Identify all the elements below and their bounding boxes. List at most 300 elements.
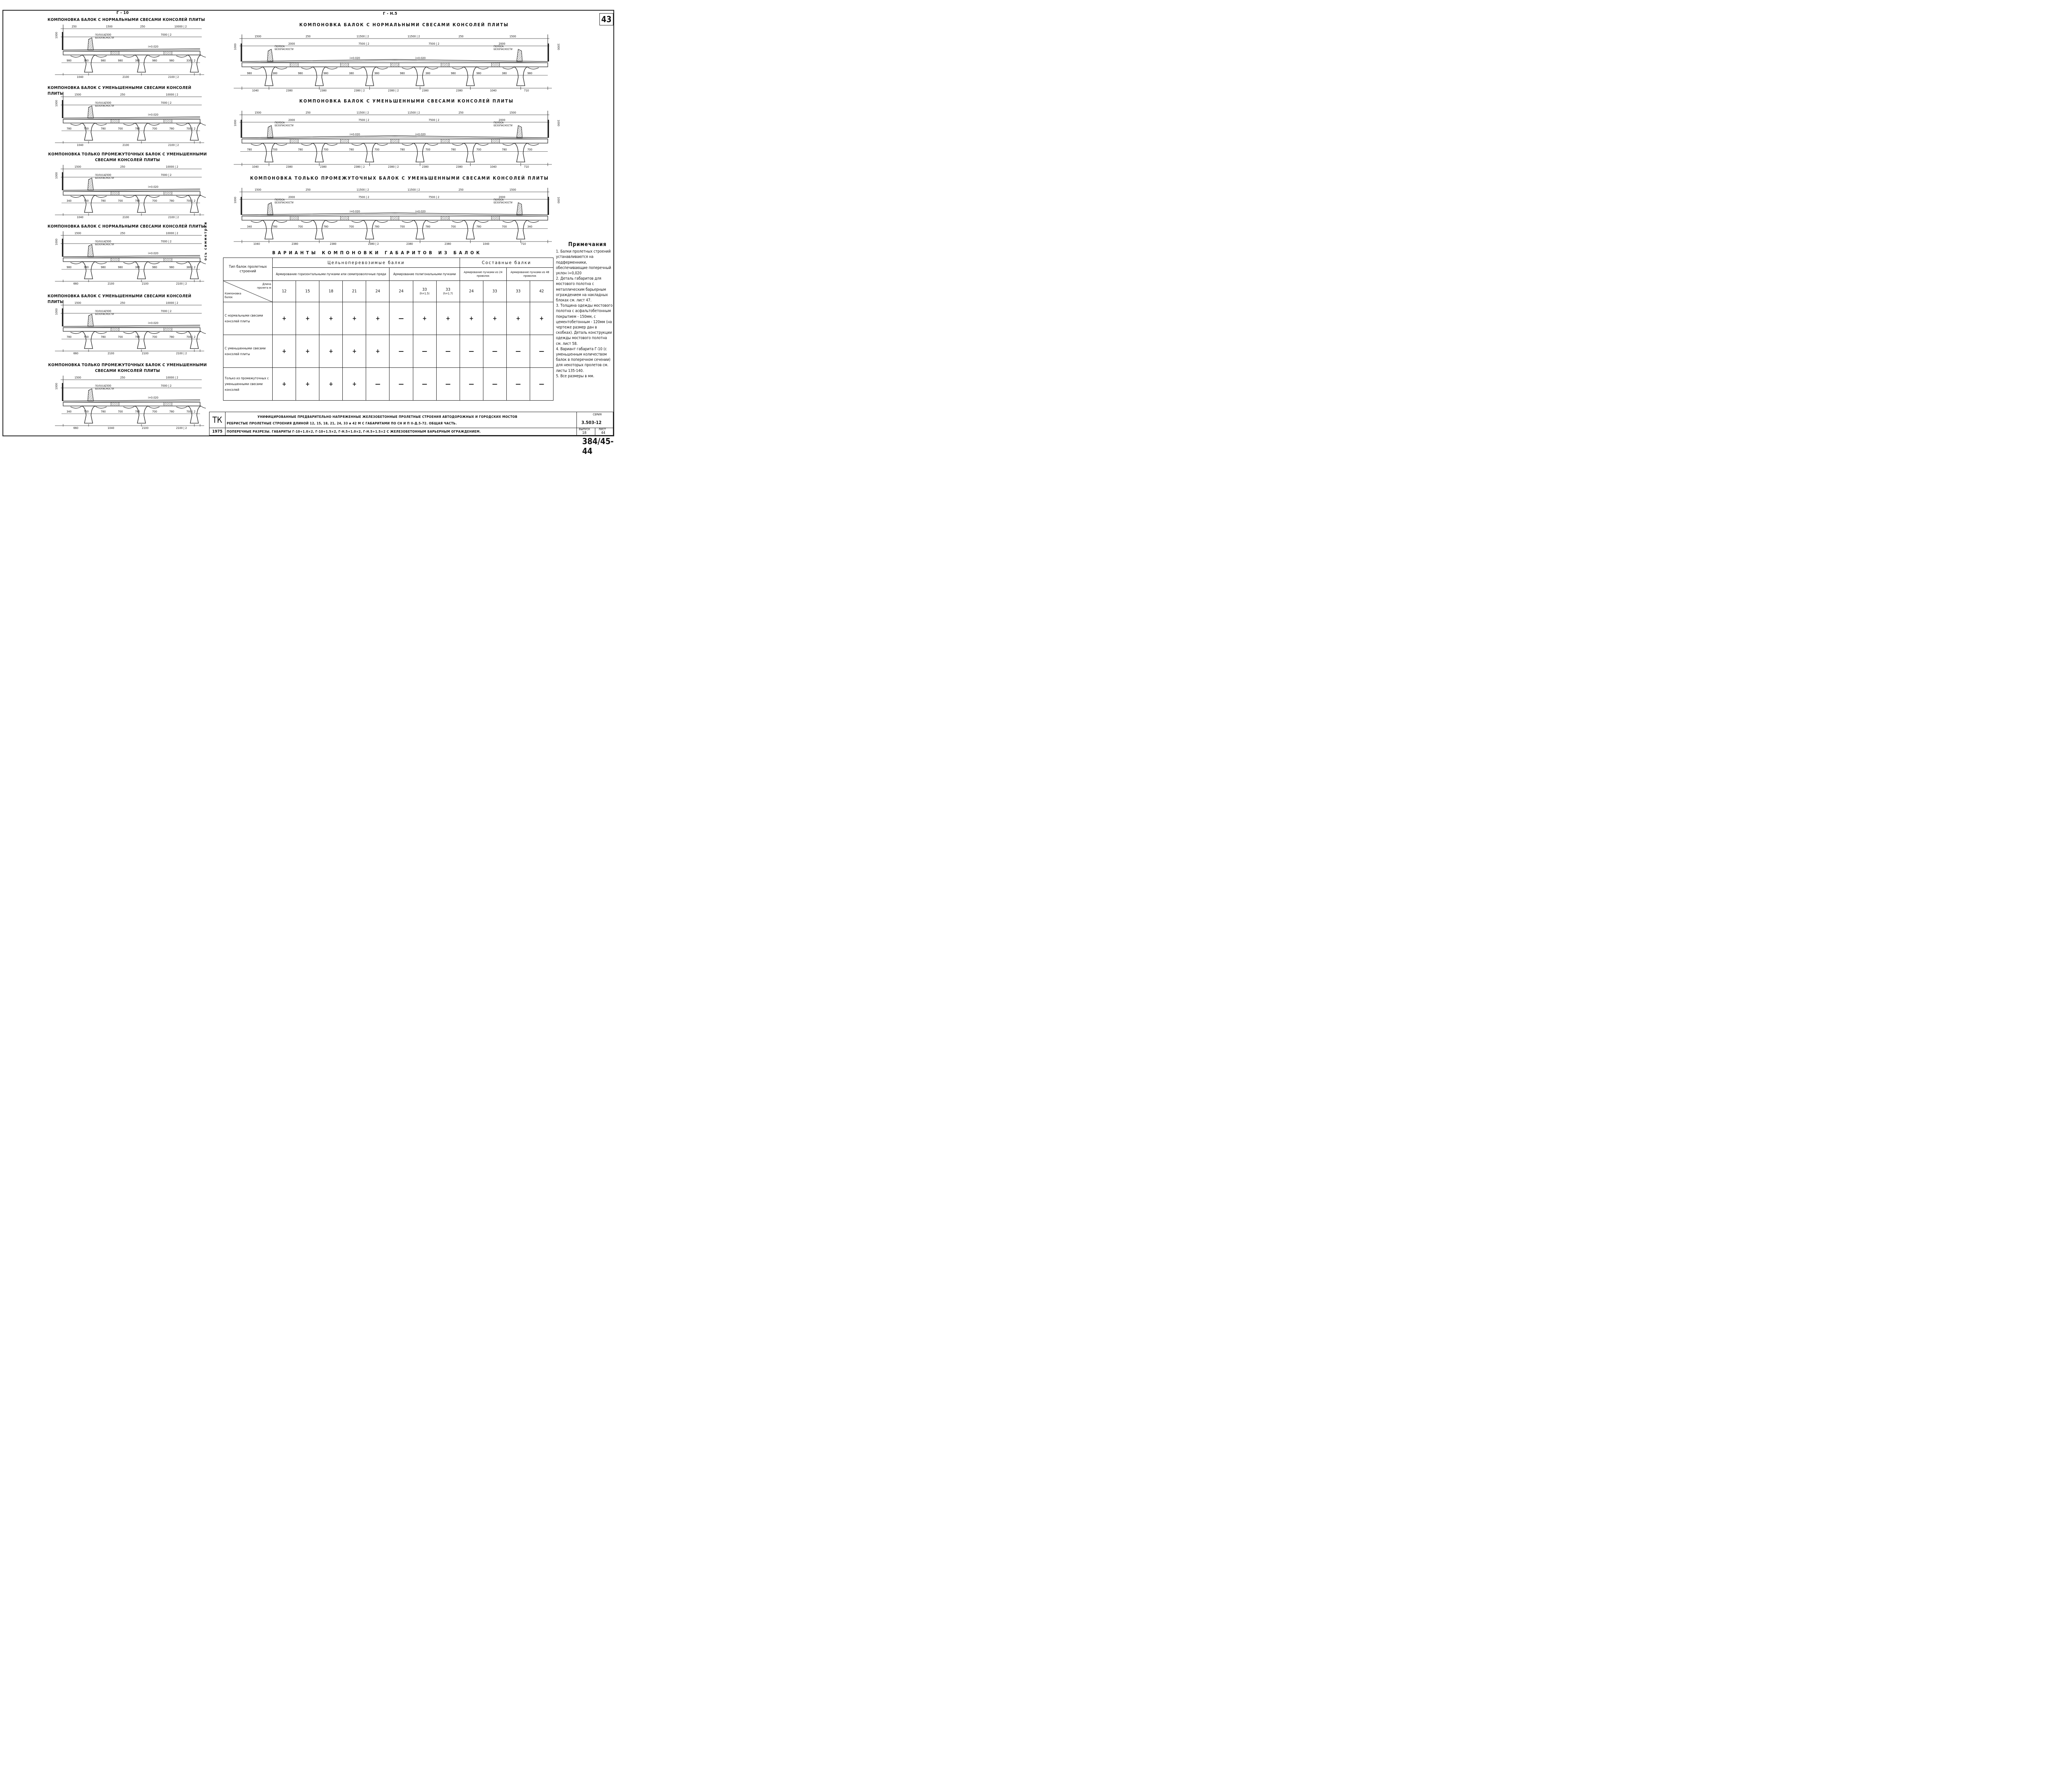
rib-dim-label: 980 <box>118 59 123 62</box>
rib-dim-label: 340 <box>527 225 533 228</box>
plus-mark: + <box>343 302 366 335</box>
cross-section <box>37 162 206 219</box>
dim-label: 7500 | 2 <box>428 196 440 199</box>
table-row <box>223 368 554 401</box>
dim-label: 1500 <box>255 35 262 38</box>
beam-rib <box>123 262 159 279</box>
beam-rib <box>176 406 206 423</box>
bottom-dim-label: 2100 | 2 <box>176 352 187 355</box>
beam-rib <box>71 262 107 279</box>
rib-dim-label: 780 <box>66 127 72 130</box>
dash-mark: — <box>413 335 436 368</box>
slope-label: i=0.020 <box>148 252 159 255</box>
cross-section <box>224 30 568 94</box>
beam-rib <box>452 67 488 86</box>
dash-mark: — <box>436 368 460 401</box>
note-item: 1. Балки пролетных строений устанавливаются на подферменники, обеспечивающие поперечный уклон i=0,020 <box>556 249 611 276</box>
bottom-dim-label: 1040 <box>252 165 259 169</box>
dash-mark: — <box>483 335 506 368</box>
issue-label: ВЫПУСК <box>579 428 590 431</box>
rib-dim-label: 780 <box>169 410 174 413</box>
rib-dim-label: 700 <box>152 127 157 130</box>
bottom-dim-label: 2100 <box>107 282 114 285</box>
beam-rib <box>352 67 388 86</box>
rib-dim-label: 780 <box>100 199 106 203</box>
safety-stripe-label: ПОЛОСА БЕЗОПАСНОСТИ <box>275 121 294 127</box>
rib-dim-label: 700 <box>374 148 380 151</box>
bottom-dim-label: 710 <box>521 242 526 246</box>
rib-dim-label: 780 <box>135 127 140 130</box>
rib-dim-label: 700 <box>118 410 123 413</box>
slope-label: i=0.020 <box>148 185 159 189</box>
note-item: 4. Вариант габарита Г-10 (с уменьшенным количеством балок в поперечном сечении) для некоторых пролетов см. листы 135-140. <box>556 347 610 373</box>
bottom-dim-label: 2100 | 2 <box>168 144 179 147</box>
rib-dim-label: 980 <box>247 71 252 75</box>
bottom-dim-label: 1040 <box>77 144 84 147</box>
rib-dim-label: 340 <box>66 199 72 203</box>
rib-dim-label: 780 <box>476 225 481 228</box>
bottom-dim-label: 1040 <box>490 89 497 92</box>
rib-dim-label: 980 <box>66 59 72 62</box>
safety-stripe-label: ПОЛОСА БЕЗОПАСНОСТИ <box>95 174 114 180</box>
section-title: КОМПОНОВКА БАЛОК С УМЕНЬШЕННЫМИ СВЕСАМИ КОНСОЛЕЙ ПЛИТЫ <box>48 86 191 96</box>
bottom-dim-label: 1040 <box>490 165 497 169</box>
beam-rib <box>71 406 107 423</box>
dim-label: 11500 | 2 <box>408 35 420 38</box>
beam-rib <box>123 123 159 140</box>
rib-dim-label: 700 <box>84 127 89 130</box>
rib-dim-label: 980 <box>152 265 157 269</box>
dim-label: 10000 | 2 <box>166 165 178 169</box>
rib-dim-label: 700 <box>84 410 89 413</box>
bottom-dim-label: 2380 <box>330 242 337 246</box>
beam-rib <box>71 195 107 212</box>
bottom-dim-label: 2380 | 2 <box>388 165 399 169</box>
note-item: 3. Толщина одежды мостового полотна с асфальтобетонным покрытием - 150мм, с цементобетонным - 120мм (на чертеже размер дан в скобках). Деталь конструкции одежды мостового полотна см. лист 58. <box>556 303 613 346</box>
rib-dim-label: 700 <box>400 225 405 228</box>
dim-label: 11500 | 2 <box>356 35 369 38</box>
bottom-dim-label: 2380 <box>320 165 327 169</box>
title-line-3: ПОПЕРЕЧНЫЕ РАЗРЕЗЫ. ГАБАРИТЫ Г-10+1.0×2, Г-10+1.5×2, Г-Н.5+1.0×2, Г-Н.5+1.5×2 С ЖЕЛЕЗОБЕТОННЫМ БАРЬЕРНЫМ ОГРАЖДЕНИЕМ. <box>227 430 481 433</box>
dash-mark: — <box>390 335 413 368</box>
type-header: Тип балок пролетных строений <box>223 258 273 281</box>
dash-mark: — <box>530 368 553 401</box>
dim-label: 7000 | 2 <box>161 173 172 177</box>
plus-mark: + <box>506 302 530 335</box>
rib-dim-label: 700 <box>323 148 328 151</box>
dim-label: 7000 | 2 <box>161 310 172 313</box>
issue-value: 18 <box>582 431 587 435</box>
beam-rib <box>176 55 206 72</box>
bottom-dim-label: 1040 <box>253 242 260 246</box>
rib-dim-label: 700 | 2 <box>186 410 196 413</box>
bottom-dim-label: 2380 <box>456 165 463 169</box>
beam-rib <box>176 262 206 279</box>
rib-dim-label: 780 <box>135 410 140 413</box>
dim-label: 10000 | 2 <box>166 232 178 235</box>
rib-dim-label: 700 <box>476 148 481 151</box>
rib-dim-label: 340 <box>247 225 252 228</box>
rib-dim-label: 780 <box>169 199 174 203</box>
dim-label: 7500 | 2 <box>358 119 369 122</box>
bottom-dim-label: 2380 <box>456 89 463 92</box>
table-row <box>223 302 554 335</box>
rib-dim-label: 780 <box>425 225 430 228</box>
safety-stripe-label: ПОЛОСА БЕЗОПАСНОСТИ <box>275 198 294 204</box>
plus-mark: + <box>296 368 319 401</box>
beam-rib <box>452 143 488 162</box>
title-line-1: УНИФИЦИРОВАННЫЕ ПРЕДВАРИТЕЛЬНО НАПРЯЖЕННЫЕ ЖЕЛЕЗОБЕТОННЫЕ ПРОЛЕТНЫЕ СТРОЕНИЯ АВТОДОРОЖНЫХ И ГОРОДСКИХ МОСТОВ <box>257 415 517 419</box>
dim-label: 250 <box>71 25 77 28</box>
bottom-dim-label: 1040 <box>77 75 84 79</box>
rib-dim-label: 340 <box>66 410 72 413</box>
bottom-dim-label: 1040 <box>77 216 84 219</box>
rib-dim-label: 980 <box>476 71 481 75</box>
dim-label: 10000 | 2 <box>166 376 178 379</box>
sheet-value: 44 <box>601 431 606 435</box>
rib-dim-label: 780 <box>66 335 72 339</box>
dim-label: 1500 <box>509 111 516 114</box>
cross-section <box>37 299 206 355</box>
beam-rib <box>123 55 159 72</box>
cross-section-drawing <box>37 90 206 144</box>
dim-label: 11500 | 2 <box>408 188 420 192</box>
bottom-dim-label: 2100 | 2 <box>168 216 179 219</box>
dim-label: 250 <box>305 188 311 192</box>
beam-rib <box>251 67 287 86</box>
series-label: СЕРИЯ <box>593 413 602 416</box>
beam-rib <box>503 67 539 86</box>
dim-label: 1500 <box>106 25 113 28</box>
slope-label: i=0.020 <box>415 133 426 136</box>
height-dim-label: 1000 <box>557 43 560 50</box>
bottom-dim-label: 2380 <box>286 165 293 169</box>
bottom-dim-label: 2380 <box>422 165 429 169</box>
cross-section-drawing <box>37 22 206 75</box>
dim-label: 250 <box>305 111 311 114</box>
cross-section <box>37 90 206 147</box>
height-dim-label: 1000 <box>234 43 237 50</box>
rib-dim-label: 700 | 2 <box>186 199 196 203</box>
bottom-dim-label: 2380 | 2 <box>354 165 365 169</box>
rib-dim-label: 780 <box>272 225 278 228</box>
beam-rib <box>176 331 206 349</box>
safety-stripe-label: ПОЛОСА БЕЗОПАСНОСТИ <box>95 385 114 390</box>
dim-label: 1500 <box>74 165 81 169</box>
dim-label: 7000 | 2 <box>161 240 172 243</box>
table-row <box>223 335 554 368</box>
rib-dim-label: 700 <box>118 335 123 339</box>
bottom-dim-label: 2100 | 2 <box>176 426 187 430</box>
cross-section-drawing <box>37 373 206 426</box>
title-main-box <box>225 412 577 428</box>
dim-label: 1500 <box>105 240 112 243</box>
left-heading: Г - 10 <box>116 11 129 15</box>
dim-label: 2000 <box>288 42 295 46</box>
rib-dim-label: 380 <box>349 71 354 75</box>
rib-dim-label: 780 <box>323 225 328 228</box>
dash-mark: — <box>506 335 530 368</box>
dim-label: 250 <box>120 301 125 305</box>
bottom-dim-label: 2380 | 2 <box>368 242 379 246</box>
slope-label: i=0.020 <box>148 396 159 399</box>
bottom-dim-label: 2380 <box>320 89 327 92</box>
plus-mark: + <box>413 302 436 335</box>
rib-dim-label: 780 <box>502 148 507 151</box>
rib-dim-label: 700 <box>272 148 278 151</box>
notes-title: Примечания <box>568 242 607 248</box>
dim-label: 2000 <box>288 196 295 199</box>
beam-rib <box>452 220 488 239</box>
rib-dim-label: 380 <box>502 71 507 75</box>
beam-rib <box>71 331 107 349</box>
bottom-dim-label: 660 <box>73 426 79 430</box>
bottom-dim-label: 660 <box>73 282 79 285</box>
rib-dim-label: 700 | 2 <box>186 335 196 339</box>
slope-label: i=0.020 <box>350 210 360 213</box>
rib-dim-label: 700 <box>118 199 123 203</box>
row-label: С уменьшенными свесами консолей плиты <box>223 335 273 368</box>
plus-mark: + <box>343 335 366 368</box>
rib-dim-label: 780 <box>169 127 174 130</box>
rib-dim-label: 700 <box>349 225 354 228</box>
rib-dim-label: 700 <box>84 335 89 339</box>
rib-dim-label: 780 <box>247 148 252 151</box>
page-number-box: 43 <box>599 13 613 25</box>
bottom-dim-label: 2380 <box>422 89 429 92</box>
slope-label: i=0.020 <box>350 57 360 60</box>
rib-dim-label: 780 <box>135 199 140 203</box>
dash-mark: — <box>390 368 413 401</box>
span-row <box>223 281 554 302</box>
rib-dim-label: 780 <box>135 335 140 339</box>
bottom-dim-label: 2100 <box>122 75 129 79</box>
span-corner <box>223 281 273 302</box>
dash-mark: — <box>483 368 506 401</box>
dash-mark: — <box>366 368 390 401</box>
slope-label: i=0.020 <box>148 321 159 325</box>
dim-label: 11500 | 2 <box>356 188 369 192</box>
beam-rib <box>123 406 159 423</box>
slope-label: i=0.020 <box>350 133 360 136</box>
beam-rib <box>123 195 159 212</box>
rib-dim-label: 380 <box>425 71 430 75</box>
safety-stripe-label: ПОЛОСА БЕЗОПАСНОСТИ <box>95 240 114 246</box>
safety-stripe-label: ПОЛОСА БЕЗОПАСНОСТИ <box>95 102 114 107</box>
rib-dim-label: 380 <box>135 59 140 62</box>
beam-rib <box>352 220 388 239</box>
safety-stripe-label: ПОЛОСА БЕЗОПАСНОСТИ <box>275 45 294 51</box>
bottom-dim-label: 660 <box>73 352 79 355</box>
dash-mark: — <box>413 368 436 401</box>
notes <box>556 242 613 379</box>
span-cell: 33 (h=1.7) <box>436 281 460 302</box>
beam-rib <box>402 67 438 86</box>
cross-section-drawing <box>224 30 568 94</box>
sheet-label: ЛИСТ <box>599 428 606 431</box>
section-title: КОМПОНОВКА ТОЛЬКО ПРОМЕЖУТОЧНЫХ БАЛОК С УМЕНЬШЕННЫМИ СВЕСАМИ КОНСОЛЕЙ ПЛИТЫ <box>48 363 207 373</box>
rib-dim-label: 980 <box>169 265 174 269</box>
dim-label: 1500 <box>74 301 81 305</box>
section-title: КОМПОНОВКА БАЛОК С УМЕНЬШЕННЫМИ СВЕСАМИ КОНСОЛЕЙ ПЛИТЫ <box>299 98 514 104</box>
dash-mark: — <box>436 335 460 368</box>
rib-dim-label: 980 <box>152 59 157 62</box>
height-dim-label: 1000 <box>55 32 59 39</box>
rib-dim-label: 700 <box>84 199 89 203</box>
rib-dim-label: 780 <box>400 148 405 151</box>
cross-section-drawing <box>37 162 206 216</box>
rib-dim-label: 780 <box>100 410 106 413</box>
dim-label: 10000 | 2 <box>166 93 178 96</box>
right-heading: Г - Н.5 <box>383 11 398 16</box>
rib-dim-label: 380 | 2 <box>186 265 196 269</box>
bottom-dim-label: 710 <box>524 165 529 169</box>
dim-label: 250 <box>120 93 125 96</box>
plus-mark: + <box>366 302 390 335</box>
plus-mark: + <box>530 302 553 335</box>
span-label: Длина пролета м <box>257 283 271 290</box>
dim-label: 250 <box>120 376 125 379</box>
dash-mark: — <box>530 335 553 368</box>
sub-horizontal: Армирование горизонтальными пучками или семипроволочные пряди <box>273 268 390 281</box>
beam-rib <box>352 143 388 162</box>
rib-dim-label: 780 <box>451 148 456 151</box>
sub-comp24: Армирование пучками из 24 проволок <box>460 268 506 281</box>
bottom-dim-label: 2100 <box>142 426 149 430</box>
cross-section-drawing <box>37 229 206 282</box>
span-cell: 12 <box>273 281 296 302</box>
rib-dim-label: 980 <box>100 59 106 62</box>
section-title: КОМПОНОВКА ТОЛЬКО ПРОМЕЖУТОЧНЫХ БАЛОК С УМЕНЬШЕННЫМИ СВЕСАМИ КОНСОЛЕЙ ПЛИТЫ <box>48 152 207 162</box>
dim-label: 1500 <box>255 188 262 192</box>
section-title: КОМПОНОВКА БАЛОК С НОРМАЛЬНЫМИ СВЕСАМИ КОНСОЛЕЙ ПЛИТЫ <box>299 22 509 27</box>
dim-label: 11500 | 2 <box>408 111 420 114</box>
height-dim-label: 1000 <box>55 238 59 246</box>
beam-rib <box>301 67 337 86</box>
bottom-dim-label: 2100 <box>122 216 129 219</box>
safety-stripe-label: ПОЛОСА БЕЗОПАСНОСТИ <box>95 34 114 39</box>
dim-label: 250 <box>458 111 464 114</box>
rib-dim-label: 780 <box>349 148 354 151</box>
bottom-dim-label: 2380 <box>444 242 451 246</box>
bottom-dim-label: 710 <box>524 89 529 92</box>
rib-dim-label: 980 <box>298 71 303 75</box>
rib-dim-label: 980 <box>169 59 174 62</box>
dim-label: 1500 <box>105 310 112 313</box>
dim-label: 7500 | 2 <box>358 42 369 46</box>
rib-dim-label: 980 <box>66 265 72 269</box>
rib-dim-label: 780 <box>100 335 106 339</box>
slope-label: i=0.020 <box>415 57 426 60</box>
dim-label: 250 <box>140 25 145 28</box>
span-cell: 42 <box>530 281 553 302</box>
plus-mark: + <box>343 368 366 401</box>
rib-dim-label: 700 | 2 <box>186 127 196 130</box>
dim-label: 1500 <box>105 384 112 388</box>
bottom-dim-label: 2380 <box>286 89 293 92</box>
dim-label: 10000 | 2 <box>166 301 178 305</box>
bottom-dim-label: 2100 | 2 <box>176 282 187 285</box>
span-cell: 24 <box>390 281 413 302</box>
sub-comp48: Армирование пучками из 48 проволок <box>506 268 553 281</box>
dim-label: 1500 <box>105 101 112 105</box>
height-dim-label: 1000 <box>234 196 237 204</box>
rib-dim-label: 380 <box>272 71 278 75</box>
beam-rib <box>301 143 337 162</box>
rib-dim-label: 980 <box>527 71 533 75</box>
rib-dim-label: 700 <box>298 225 303 228</box>
dim-label: 1500 <box>255 111 262 114</box>
span-cell: 33 (h=1.5) <box>413 281 436 302</box>
safety-stripe-label: ПОЛОСА БЕЗОПАСНОСТИ <box>95 310 114 316</box>
variants-table-title: ВАРИАНТЫ КОМПОНОВКИ ГАБАРИТОВ ИЗ БАЛОК <box>272 250 482 255</box>
bottom-dim-label: 2380 | 2 <box>354 89 365 92</box>
plus-mark: + <box>436 302 460 335</box>
dim-label: 2000 <box>499 42 506 46</box>
dim-label: 7500 | 2 <box>428 42 440 46</box>
dim-label: 1500 <box>509 35 516 38</box>
beam-rib <box>503 220 539 239</box>
beam-rib <box>71 123 107 140</box>
bottom-dim-label: 2100 <box>142 352 149 355</box>
bottom-dim-label: 2380 <box>292 242 298 246</box>
dim-label: 1500 <box>74 376 81 379</box>
dim-label: 11500 | 2 <box>356 111 369 114</box>
bottom-dim-label: 2380 <box>406 242 413 246</box>
safety-stripe-label: ПОЛОСА БЕЗОПАСНОСТИ <box>494 121 512 127</box>
section-title: КОМПОНОВКА БАЛОК С УМЕНЬШЕННЫМИ СВЕСАМИ КОНСОЛЕЙ ПЛИТЫ <box>48 294 191 304</box>
rib-dim-label: 700 <box>152 335 157 339</box>
rib-dim-label: 780 <box>169 335 174 339</box>
series-value: 3.503-12 <box>581 420 602 425</box>
rib-dim-label: 980 <box>118 265 123 269</box>
beam-rib <box>503 143 539 162</box>
dim-label: 250 <box>120 165 125 169</box>
dim-label: 1500 <box>105 173 112 177</box>
group-whole-header: Цельноперевозимые балки <box>273 258 460 268</box>
bottom-dim-label: 2100 <box>142 282 149 285</box>
year-box: 1975 <box>209 428 226 435</box>
rib-dim-label: 980 <box>374 71 380 75</box>
plus-mark: + <box>296 302 319 335</box>
bottom-dim-label: 2100 <box>122 144 129 147</box>
rib-dim-label: 700 <box>152 410 157 413</box>
dim-label: 250 <box>458 35 464 38</box>
bottom-dim-label: 2380 | 2 <box>388 89 399 92</box>
beam-rib <box>71 55 107 72</box>
height-dim-label: 1000 <box>55 172 59 179</box>
beam-rib <box>176 195 206 212</box>
rib-dim-label: 980 <box>451 71 456 75</box>
span-cell: 24 <box>460 281 483 302</box>
bottom-dim-label: 2100 | 2 <box>168 75 179 79</box>
cross-section <box>224 107 568 171</box>
dim-label: 10000 | 2 <box>174 25 187 28</box>
dim-label: 250 <box>120 232 125 235</box>
dim-label: 2000 <box>499 119 506 122</box>
rib-dim-label: 700 <box>502 225 507 228</box>
dim-label: 1500 <box>74 93 81 96</box>
bottom-dim-label: 2100 <box>107 352 114 355</box>
dim-label: 2000 <box>288 119 295 122</box>
cross-section-drawing <box>37 299 206 352</box>
rib-dim-label: 330 | 2 <box>186 59 196 62</box>
dim-label: 7500 | 2 <box>358 196 369 199</box>
note-item: 2. Деталь габаритов для мостового полотна с металлическим барьерным ограждением на накладных блоках см. лист 47. <box>556 276 608 303</box>
plus-mark: + <box>273 335 296 368</box>
dim-label: 2000 <box>499 196 506 199</box>
bottom-dim-label: 1040 <box>107 426 114 430</box>
